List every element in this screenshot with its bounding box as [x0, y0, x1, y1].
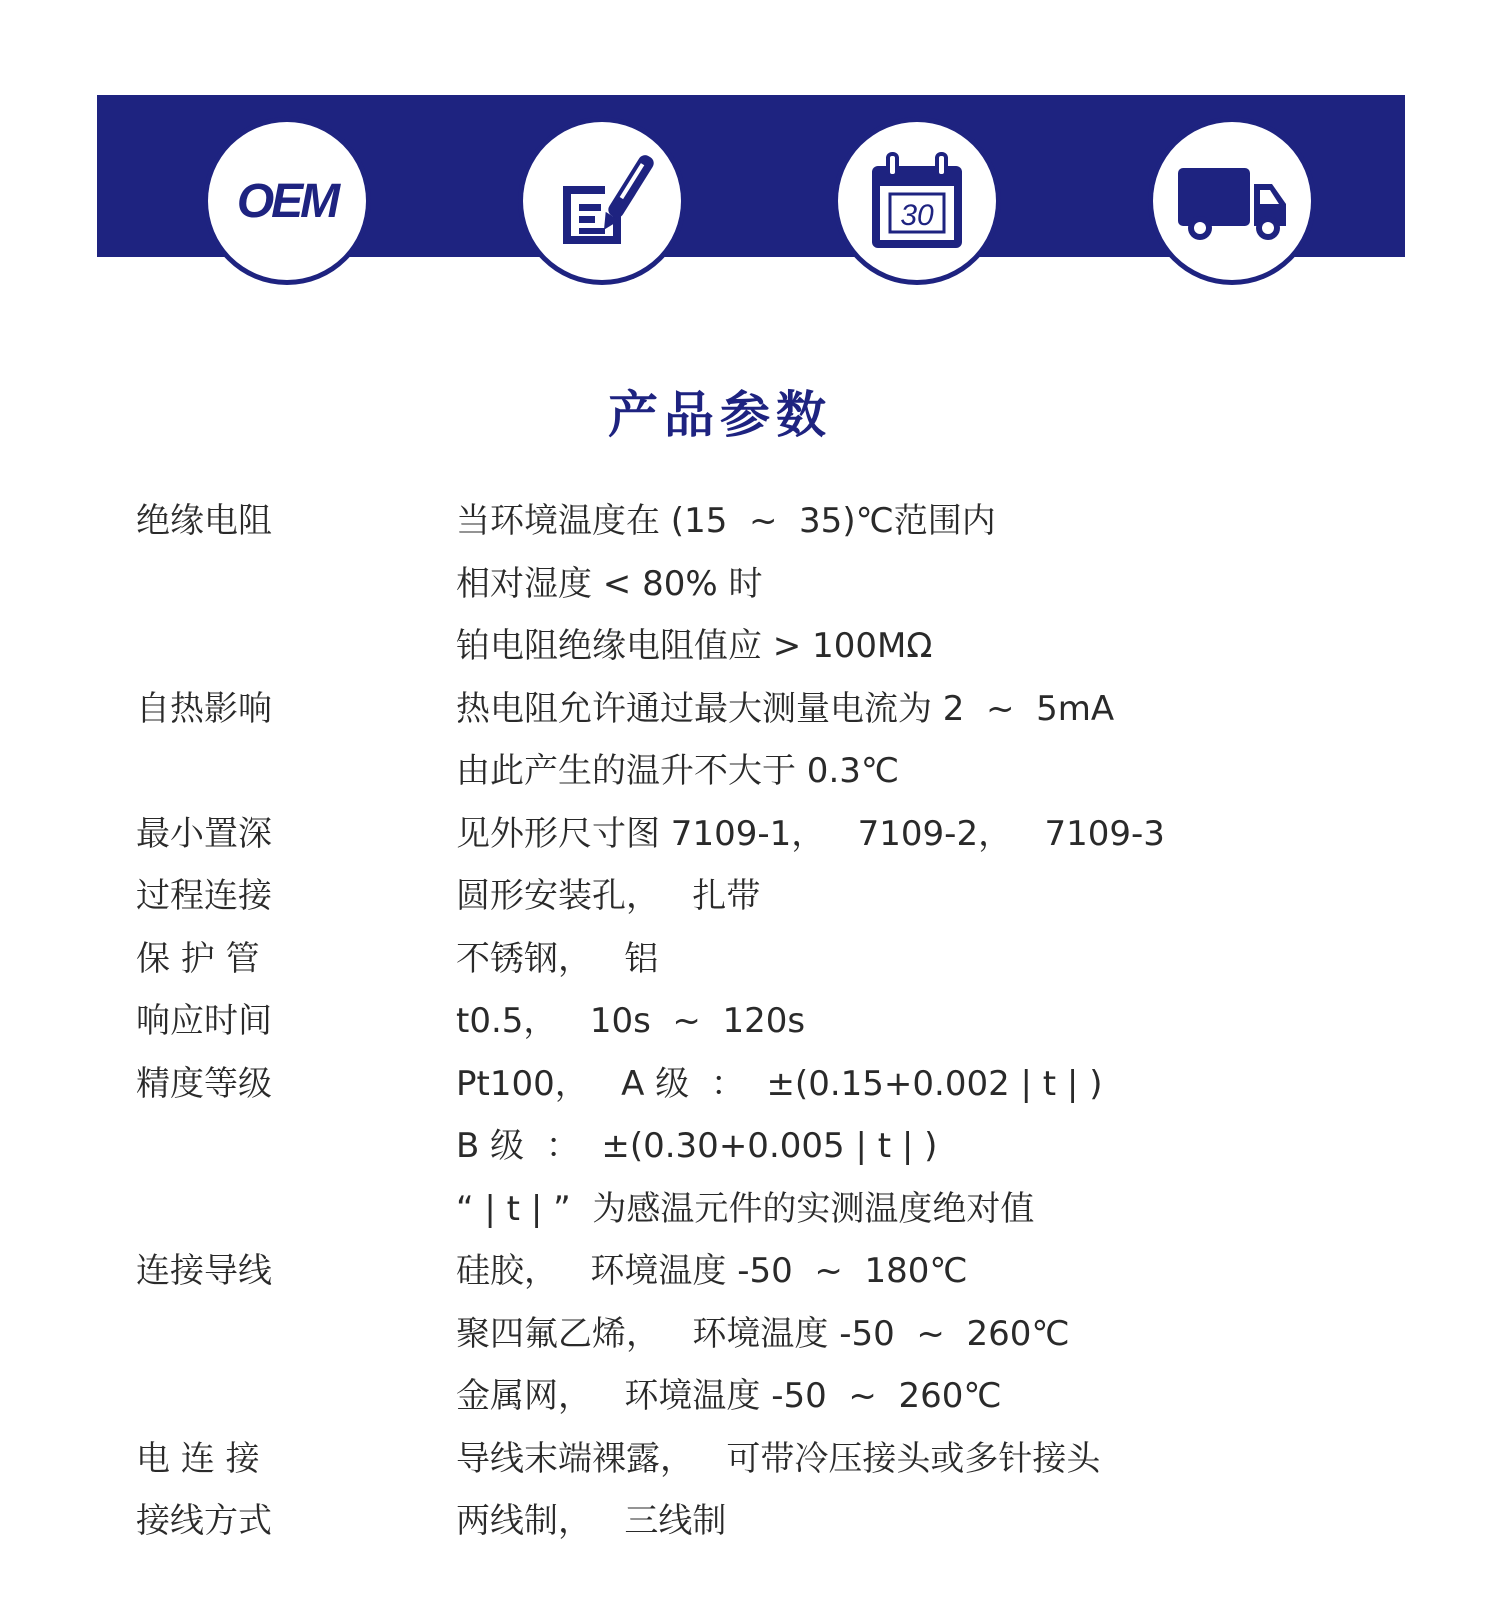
spec-row-self-heating	[136, 678, 1396, 803]
oem-badge-icon: OEM	[236, 174, 338, 228]
delivery-truck-icon	[1172, 146, 1292, 256]
spec-values	[456, 990, 1396, 1053]
spec-values	[456, 865, 1396, 928]
spec-table	[136, 490, 1396, 1553]
feature-return-circle	[833, 117, 1001, 285]
spec-label: 保 护 管	[136, 938, 260, 979]
spec-value: t0.5， 10s ~ 120s	[456, 1001, 806, 1041]
feature-return-label: 30天退换货	[833, 303, 1001, 339]
spec-value: 铂电阻绝缘电阻值应 > 100MΩ	[456, 626, 933, 666]
spec-value: 硅胶， 环境温度 -50 ~ 180℃	[456, 1251, 968, 1291]
spec-value: 聚四氟乙烯， 环境温度 -50 ~ 260℃	[456, 1313, 1070, 1354]
spec-row-response-time	[136, 990, 1396, 1053]
spec-row-lead-wire	[136, 1240, 1396, 1428]
spec-value: 不锈钢， 铝	[456, 938, 659, 979]
feature-shipping-label: 全国包邮	[1169, 303, 1295, 339]
spec-value: 金属网， 环境温度 -50 ~ 260℃	[456, 1376, 1002, 1416]
spec-value: 当环境温度在 (15 ~ 35)℃范围内	[456, 501, 996, 541]
calendar-day-number: 30	[900, 199, 934, 232]
feature-return	[787, 117, 1047, 340]
spec-value: 圆形安装孔， 扎带	[456, 876, 761, 916]
spec-value: 两线制， 三线制	[456, 1501, 727, 1541]
spec-row-insulation	[136, 490, 1396, 678]
spec-values	[456, 928, 1396, 991]
feature-invoice	[472, 117, 732, 340]
spec-value: 见外形尺寸图 7109-1， 7109-2， 7109-3	[456, 813, 1165, 854]
spec-values	[456, 678, 1396, 803]
feature-invoice-label: 17%增值发票	[503, 303, 701, 339]
spec-value: 热电阻允许通过最大测量电流为 2 ~ 5mA	[456, 688, 1115, 729]
spec-row-accuracy	[136, 1053, 1396, 1241]
spec-label: 连接导线	[136, 1251, 272, 1291]
spec-value: 相对湿度 < 80% 时	[456, 563, 763, 604]
spec-values	[456, 490, 1396, 678]
feature-oem-circle	[203, 117, 371, 285]
feature-invoice-circle	[518, 117, 686, 285]
spec-label: 自热影响	[136, 688, 272, 729]
spec-values	[456, 1240, 1396, 1428]
feature-shipping-circle	[1148, 117, 1316, 285]
spec-label: 精度等级	[136, 1063, 272, 1104]
spec-value: 由此产生的温升不大于 0.3℃	[456, 751, 900, 791]
spec-row-wiring-method	[136, 1490, 1396, 1553]
calendar-icon	[862, 146, 972, 256]
spec-values	[456, 803, 1396, 866]
feature-oem-label: 提供OEM订制	[187, 303, 387, 339]
spec-row-min-depth	[136, 803, 1396, 866]
spec-label: 绝缘电阻	[136, 501, 272, 541]
spec-label: 过程连接	[136, 876, 272, 916]
spec-values	[456, 1053, 1396, 1241]
invoice-pen-icon	[547, 146, 657, 256]
section-title: 产品参数	[608, 385, 832, 444]
feature-shipping	[1102, 117, 1362, 340]
spec-label: 最小置深	[136, 813, 272, 854]
spec-value: Pt100， A 级 ： ±(0.15+0.002 | t | )	[456, 1063, 1103, 1104]
spec-value: 导线末端裸露， 可带冷压接头或多针接头	[456, 1438, 1101, 1479]
spec-label: 响应时间	[136, 1001, 272, 1041]
spec-values	[456, 1428, 1396, 1491]
spec-label: 接线方式	[136, 1501, 272, 1541]
service-banner	[97, 95, 1405, 339]
spec-values	[456, 1490, 1396, 1553]
spec-row-protection-tube	[136, 928, 1396, 991]
spec-row-electrical-connection	[136, 1428, 1396, 1491]
spec-value: B 级 ： ±(0.30+0.005 | t | )	[456, 1126, 938, 1166]
spec-label: 电 连 接	[136, 1438, 260, 1479]
feature-oem	[157, 117, 417, 340]
spec-value: “ | t | ” 为感温元件的实测温度绝对值	[456, 1188, 1035, 1229]
spec-row-process-connection	[136, 865, 1396, 928]
